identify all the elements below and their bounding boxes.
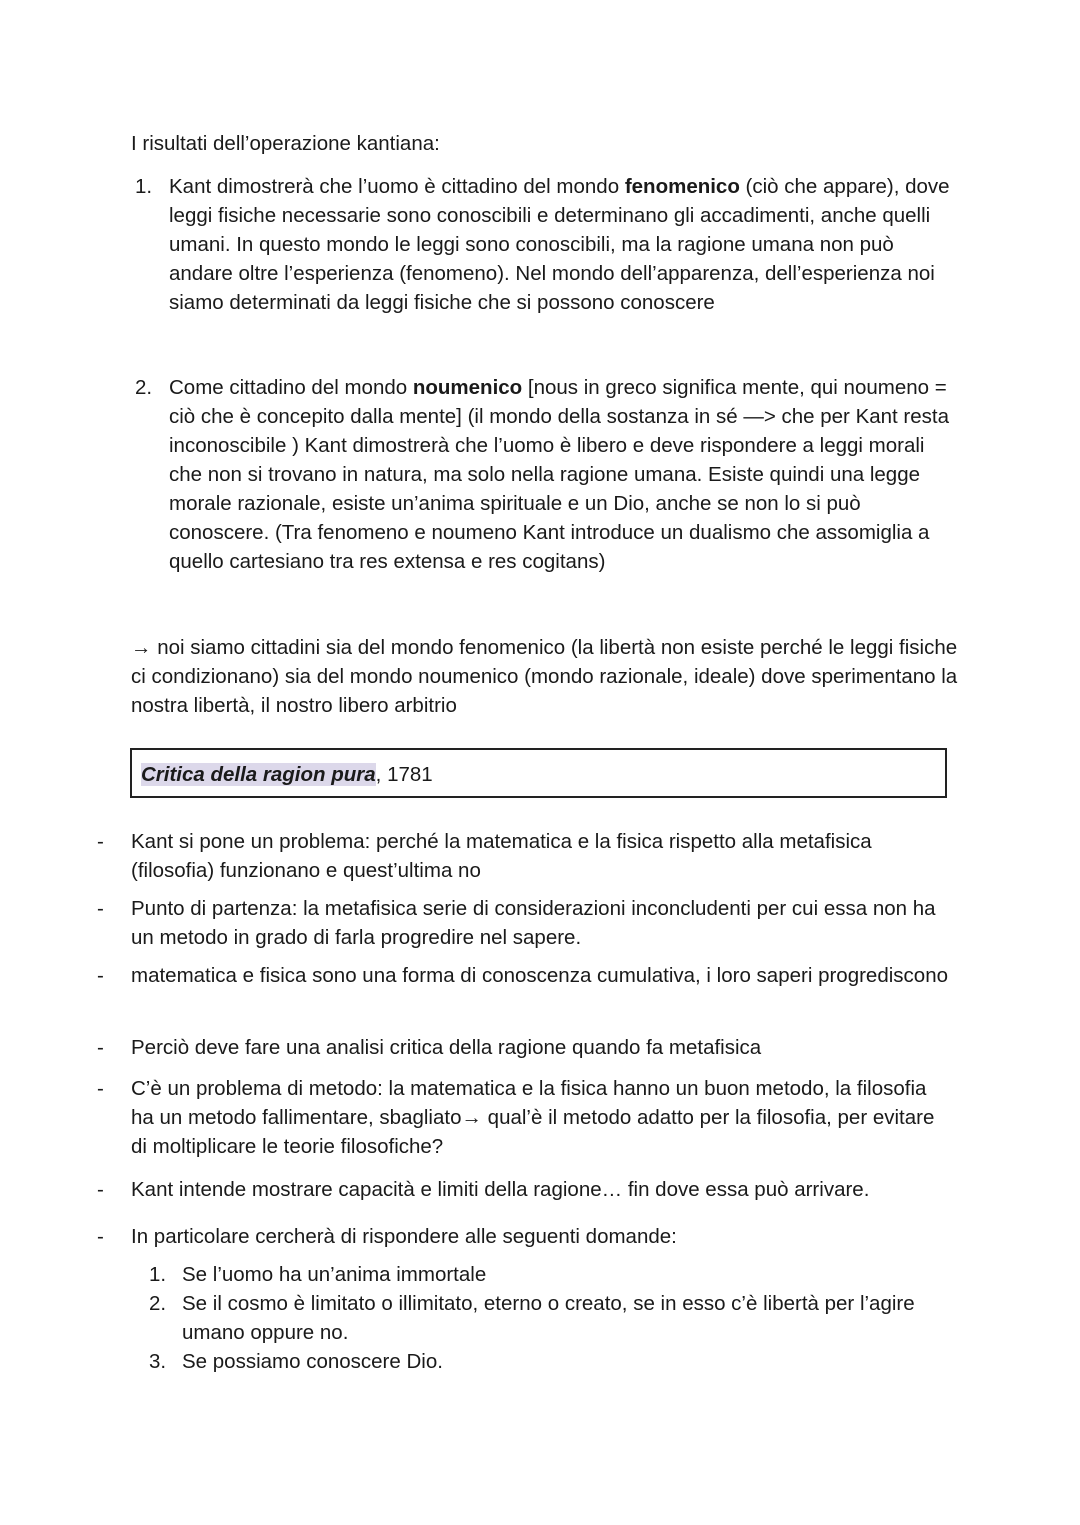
bullet-text: Kant si pone un problema: perché la matematica e la fisica rispetto alla metafisica (filosofia) funzionano e quest’ultima no <box>131 830 872 882</box>
bullet-item <box>97 1175 951 1204</box>
section-title <box>141 760 433 789</box>
bullet-text: Punto di partenza: la metafisica serie di considerazioni inconcludenti per cui essa non ha un metodo in grado di farla progredire nel sapere. <box>131 897 936 949</box>
list-marker: 2. <box>135 376 153 399</box>
results-list <box>131 172 961 317</box>
bullet-item <box>97 1033 951 1062</box>
intro-heading: I risultati dell’operazione kantiana: <box>131 132 440 155</box>
question-item <box>131 1260 951 1289</box>
bullet-item <box>97 1222 951 1251</box>
highlighted-book-title: Critica della ragion pura <box>141 763 376 786</box>
list-marker: 1. <box>135 175 153 198</box>
question-item <box>131 1289 951 1347</box>
dash-marker: - <box>97 1178 104 1201</box>
bullet-text: In particolare cercherà di rispondere alle seguenti domande: <box>131 1225 677 1248</box>
bold-term-noumenico: noumenico <box>412 376 523 399</box>
section-title-box <box>130 748 947 798</box>
item-text-rest: (ciò che appare), dove leggi fisiche necessarie sono conoscibili e determinano gli accadimenti, anche quelli umani. In questo mondo le leggi sono conoscibili, ma la ragione umana non può andare oltre l’esperienza (fenomeno). Nel mondo dell’apparenza, dell’esperienza noi siamo determinati da leggi fisiche che si possono conoscere <box>169 175 950 314</box>
question-text: Se l’uomo ha un’anima immortale <box>182 1263 487 1286</box>
item-text-rest: [nous in greco significa mente, qui noumeno = ciò che è concepito dalla mente] (il mondo della sostanza in sé —> che per Kant resta inconoscibile ) Kant dimostrerà che l’uomo è libero e deve rispondere a leggi morali che non si trovano in natura, ma solo nella ragione umana. Esiste quindi una legge morale razionale, esiste un’anima spirituale e un Dio, anche se non lo si può conoscere. (Tra fenomeno e noumeno Kant introduce un dualismo che assomiglia a quello cartesiano tra res extensa e res cogitans) <box>169 376 950 573</box>
conclusion-paragraph: → noi siamo cittadini sia del mondo fenomenico (la libertà non esiste perché le leggi fisiche ci condizionano) sia del mondo noumenico (mondo razionale, ideale) dove sperimentano la nostra libertà, il nostro libero arbitrio <box>131 636 958 717</box>
results-list-continued <box>131 373 961 576</box>
dash-marker: - <box>97 1077 104 1100</box>
list-marker: 3. <box>149 1350 167 1373</box>
list-marker: 2. <box>149 1292 167 1315</box>
bullet-text: Perciò deve fare una analisi critica della ragione quando fa metafisica <box>131 1036 762 1059</box>
bullet-text: C’è un problema di metodo: la matematica e la fisica hanno un buon metodo, la filosofia ha un metodo fallimentare, sbagliato→ qual’è il metodo adatto per la filosofia, per evitare di moltiplicare le teorie filosofiche? <box>131 1077 935 1158</box>
bold-term-fenomenico: fenomenico <box>624 175 740 198</box>
dash-marker: - <box>97 830 104 853</box>
bullet-item <box>97 894 951 952</box>
item-text-start: Kant dimostrerà che l’uomo è cittadino del mondo <box>169 175 625 198</box>
dash-marker: - <box>97 964 104 987</box>
question-item <box>131 1347 951 1376</box>
list-marker: 1. <box>149 1263 167 1286</box>
questions-list <box>131 1260 951 1376</box>
bullet-item <box>97 827 951 885</box>
section-title-year: , 1781 <box>375 763 433 786</box>
bullet-text: Kant intende mostrare capacità e limiti della ragione… fin dove essa può arrivare. <box>131 1178 870 1201</box>
question-text: Se il cosmo è limitato o illimitato, eterno o creato, se in esso c’è libertà per l’agire umano oppure no. <box>182 1292 915 1344</box>
dash-marker: - <box>97 897 104 920</box>
dash-marker: - <box>97 1036 104 1059</box>
results-list-item <box>131 373 961 576</box>
item-text-start: Come cittadino del mondo <box>169 376 413 399</box>
question-text: Se possiamo conoscere Dio. <box>182 1350 443 1373</box>
bullet-item <box>97 961 951 990</box>
bullet-text: matematica e fisica sono una forma di conoscenza cumulativa, i loro saperi progrediscono <box>131 964 948 987</box>
results-list-item <box>131 172 961 317</box>
dash-marker: - <box>97 1225 104 1248</box>
bullet-item <box>97 1074 951 1161</box>
